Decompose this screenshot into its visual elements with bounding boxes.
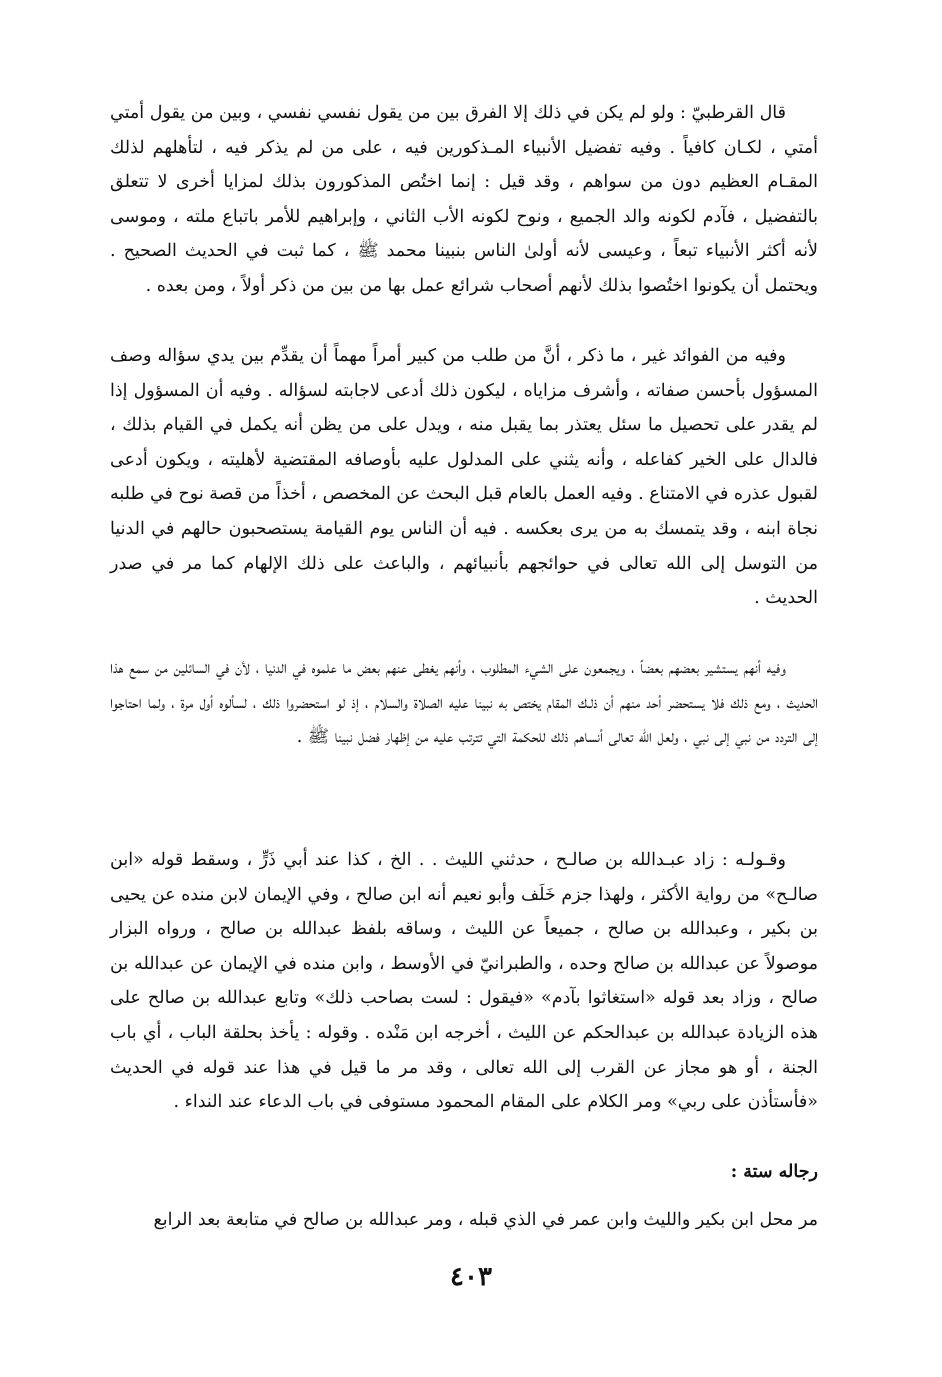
paragraph-text: قال القرطبيّ : ولو لم يكن في ذلك إلا الفرق بين من يقول نفسي نفسي ، وبين من يقول أمتي أمتي ، لكـان كافياً . وفيه تفضيل الأنبياء المـذكورين فيه ، على من لم يذكر فيه ، لتأهلهم لذلك المقـام العظيم دون من سواهم ، وقد قيل : إنما اختُص المذكورون بذلك لمزايا أخرى لا تتعلق بالتفضيل ، فآدم لكونه والد الجميع ، ونوح لكونه الأب الثاني ، وإبراهيم للأمر باتباع ملته ، وموسى لأنه أكثر الأنبياء تبعاً ، وعيسى لأنه أولىٰ الناس بنبينا محمد ﷺ ، كما ثبت في الحديث الصحيح . ويحتمل أن يكونوا اختُصوا بذلك لأنهم أصحاب شرائع عمل بها من بين من ذكر أولاً ، ومن بعده . [110,103,818,296]
paragraph-text: وفيه أنهم يستشير بعضهم بعضاً ، ويجمعون على الشيء المطلوب ، وأنهم يغطى عنهم بعض ما علموه في الدنيا ، لأن في السائلين من سمع هذا الحديث ، ومع ذلك فلا يستحضر أحد منهم أن ذلـك المقام يختص به نبينا عليه الصلاة والسلام ، إذ لو استحضروا ذلك ، لسألوه أول مرة ، ولما احتاجوا إلى التردد من نبي إلى نبي ، ولعل الله تعالى أنساهم ذلك للحكمة التي تترتب عليه من إظهار فضل نبينا ﷺ . [110,658,818,748]
paragraph-benefits [110,339,818,616]
page-number: ٤٠٣ [450,1262,492,1292]
heading-text: رجاله ستة : [730,1162,818,1182]
paragraph-text: مر محل ابن بكير والليث وابن عمر في الذي قبله ، ومر عبدالله بن صالح في متابعة بعد الرابع [153,1210,818,1230]
paragraph-narration [110,843,818,1120]
paragraph-text: وفيه من الفوائد غير ، ما ذكر ، أنَّ من طلب من كبير أمراً مهماً أن يقدِّم بين يدي سؤاله وصف المسؤول بأحسن صفاته ، وأشرف مزاياه ، ليكون ذلك أدعى لاجابته لسؤاله . وفيه أن المسؤول إذا لم يقدر على تحصيل ما سئل يعتذر بما يقبل منه ، ويدل على من يظن أنه يكمل في القيام بذلك ، فالدال على الخير كفاعله ، وأنه يثني على المدلول عليه بأوصافه المقتضية لأهليته ، ويكون أدعى لقبول عذره في الامتناع . وفيه العمل بالعام قبل البحث عن المخصص ، أخذاً من قصة نوح في طلبه نجاة ابنه ، وقد يتمسك به من يرى بعكسه . فيه أن الناس يوم القيامة يستصحبون حالهم في الدنيا من التوسل إلى الله تعالى في حوائجهم بأنبيائهم ، والباعث على ذلك الإلهام كما مر في صدر الحديث . [110,346,818,609]
section-heading-narrators [110,1155,818,1190]
paragraph-narrators [110,1203,818,1238]
paragraph-qurtubi [110,96,818,304]
paragraph-text: وقـولـه : زاد عبـدالله بن صالـح ، حدثني الليث . . الخ ، كذا عند أبي ذَرٍّ ، وسقط قوله «ابن صالـح» من رواية الأكثر ، ولهذا جزم خَلَف وأبو نعيم أنه ابن صالح ، وفي الإيمان لابن منده عن يحيى بن بكير ، وعبدالله بن صالح ، جميعاً عن الليث ، وساقه بلفظ عبدالله بن صالح ، ورواه البزار موصولاً عن عبدالله بن صالح وحده ، والطبرانيّ في الأوسط ، وابن منده في الإيمان عن عبدالله بن صالح ، وزاد بعد قوله «استغاثوا بآدم» «فيقول : لست بصاحب ذلك» وتابع عبدالله بن صالح على هذه الزيادة عبدالله بن عبدالحكم عن الليث ، أخرجه ابن مَنْده . وقوله : يأخذ بحلقة الباب ، أي باب الجنة ، أو هو مجاز عن القرب إلى الله تعالى ، وقد مر ما قيل في هذا عند قوله في الحديث «فأستأذن على ربي» ومر الكلام على المقام المحمود مستوفى في باب الدعاء عند النداء . [110,850,818,1113]
paragraph-consultation [110,651,818,755]
